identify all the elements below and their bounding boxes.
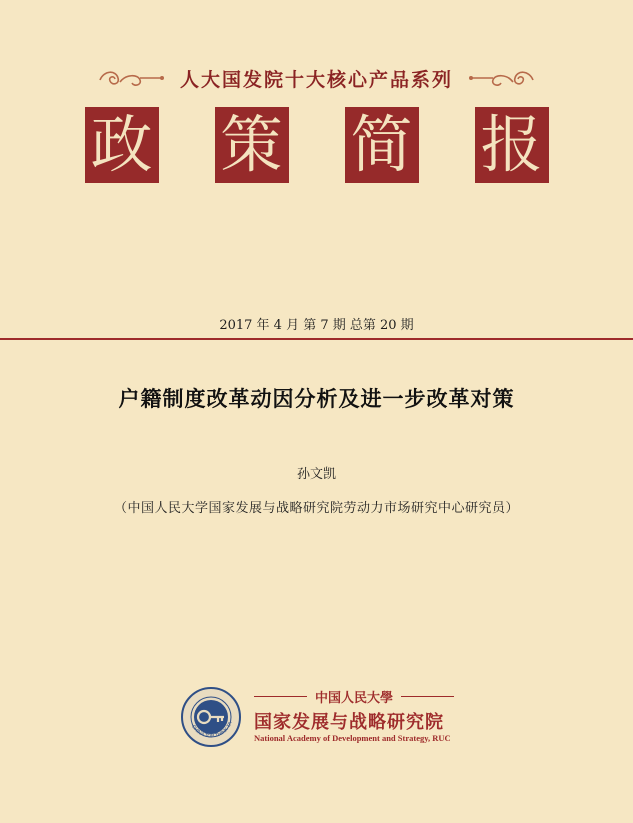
left-cloud-ornament-icon (96, 66, 166, 90)
title-box (475, 107, 549, 183)
university-name: 中国人民大學 (315, 690, 394, 706)
title-box (215, 107, 289, 183)
report-title (0, 107, 633, 183)
title-char: 政 (90, 108, 153, 181)
think-tank-seal-icon (180, 686, 242, 748)
title-char: 策 (220, 108, 283, 181)
title-box (345, 107, 419, 183)
rule-right (401, 696, 454, 697)
title-char: 简 (350, 108, 413, 181)
article-title: 户籍制度改革动因分析及进一步改革对策 (118, 386, 515, 411)
title-box (85, 107, 159, 183)
university-row (254, 688, 454, 704)
series-header (0, 60, 633, 96)
series-title: 人大国发院十大核心产品系列 (179, 68, 453, 91)
author-name: 孙文凯 (296, 467, 336, 482)
institute-name-en: National Academy of Development and Strategy, RUC (254, 733, 451, 743)
divider-rule (0, 338, 633, 340)
institute-name: 国家发展与战略研究院 (254, 712, 444, 733)
issue-info: 2017 年 4 月 第 7 期 总第 20 期 (219, 318, 414, 333)
institute-logo (180, 686, 480, 756)
seal-text: CHINA TOP THINK TA (190, 721, 234, 740)
right-cloud-ornament-icon (467, 66, 537, 90)
rule-left (254, 696, 307, 697)
title-char: 报 (480, 108, 543, 181)
author-affiliation: （中国人民大学国家发展与战略研究院劳动力市场研究中心研究员） (113, 501, 519, 516)
